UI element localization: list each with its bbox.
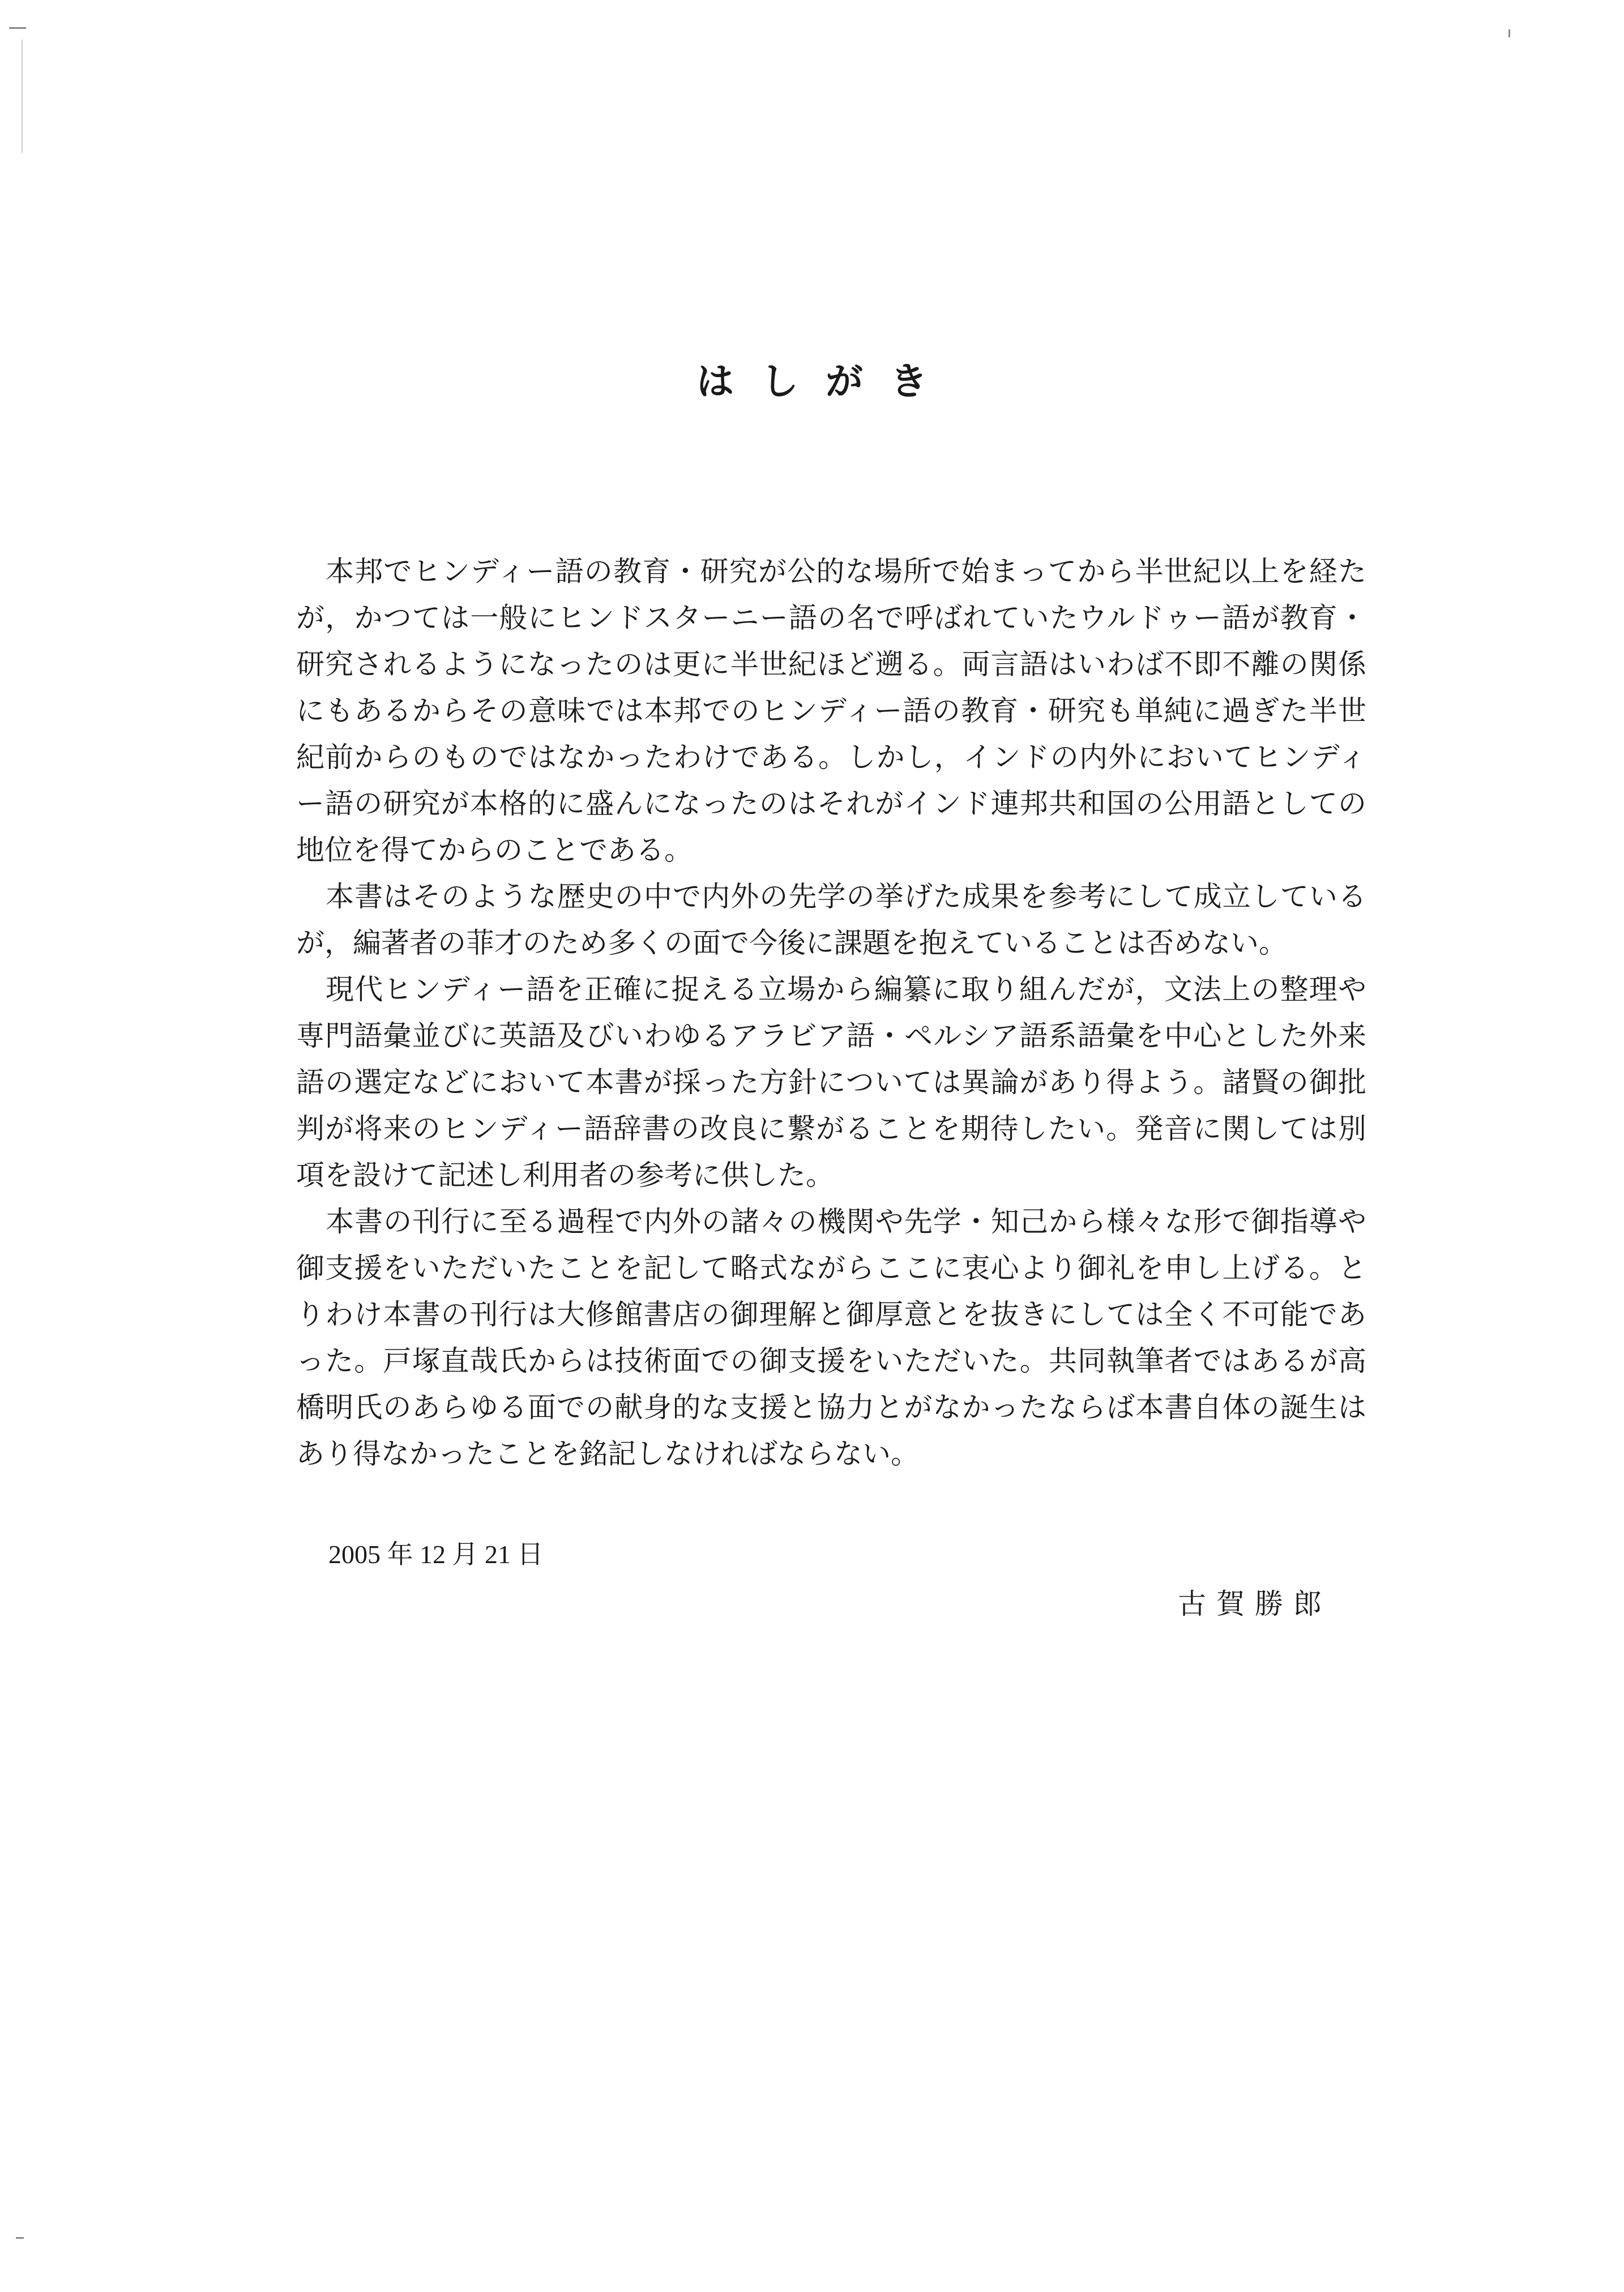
scan-mark-top-left [9, 27, 26, 29]
paragraph-3: 現代ヒンディー語を正確に捉える立場から編纂に取り組んだが，文法上の整理や専門語彙並びに英語及びいわゆるアラビア語・ペルシア語系語彙を中心とした外来語の選定などにおいて本書が採った方針については異論があり得よう。諸賢の御批判が将来のヒンディー語辞書の改良に繋がることを期待したい。発音に関しては別項を設けて記述し利用者の参考に供した。 [296, 973, 1366, 1192]
paragraph-4: 本書の刊行に至る過程で内外の諸々の機関や先学・知己から様々な形で御指導や御支援をいただいたことを記して略式ながらここに衷心より御礼を申し上げる。とりわけ本書の刊行は大修館書店の御理解と御厚意とを抜きにしては全く不可能であった。戸塚直哉氏からは技術面での御支援をいただいた。共同執筆者ではあるが高橋明氏のあらゆる面での献身的な支援と協力とがなかったならば本書自体の誕生はあり得なかったことを銘記しなければならない。 [296, 1205, 1366, 1470]
author-signature: 古賀勝郎 [1178, 1587, 1332, 1620]
preface-body [296, 548, 1366, 1477]
paragraph-2: 本書はそのような歴史の中で内外の先学の挙げた成果を参考にして成立しているが，編著者の菲才のため多くの面で今後に課題を抱えていることは否めない。 [296, 880, 1366, 959]
scan-mark-bottom-left [16, 2237, 24, 2239]
scan-mark-top-right [1508, 29, 1510, 37]
date-line: 2005 年 12 月 21 日 [328, 1540, 544, 1569]
paragraph-1: 本邦でヒンディー語の教育・研究が公的な場所で始まってから半世紀以上を経たが，かつては一般にヒンドスターニー語の名で呼ばれていたウルドゥー語が教育・研究されるようになったのは更に半世紀ほど遡る。両言語はいわば不即不離の関係にもあるからその意味では本邦でのヒンディー語の教育・研究も単純に過ぎた半世紀前からのものではなかったわけである。しかし，インドの内外においてヒンディー語の研究が本格的に盛んになったのはそれがインド連邦共和国の公用語としての地位を得てからのことである。 [296, 555, 1366, 867]
scan-mark-left-edge [22, 40, 23, 153]
page-title: はしがき [696, 359, 955, 404]
